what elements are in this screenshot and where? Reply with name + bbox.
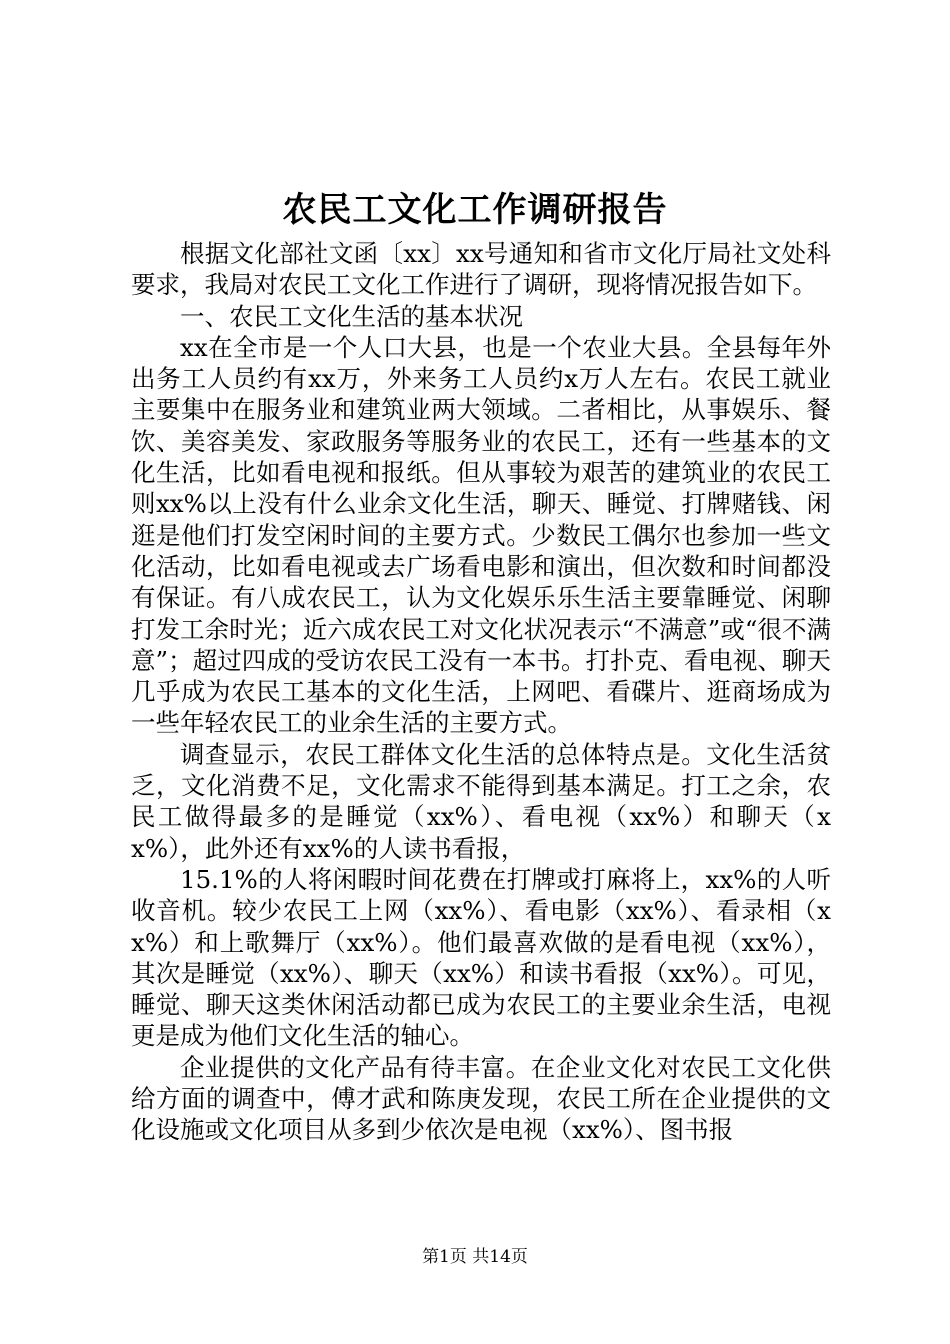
page-footer: 第1页 共14页 [422, 1247, 528, 1267]
document-body [131, 238, 831, 1146]
paragraph-leisure-stats: 15.1%的人将闲暇时间花费在打牌或打麻将上，xx%的人听收音机。较少农民工上网（xx%）、看电影（xx%）、看录相（xx%）和上歌舞厅（xx%）。他们最喜欢做的是看电视（xx%），其次是睡觉（xx%）、聊天（xx%）和读书看报（xx%）。可见，睡觉、聊天这类休闲活动都已成为农民工的主要业余生活，电视更是成为他们文化生活的轴心。 [131, 864, 831, 1051]
section-heading-1: 一、农民工文化生活的基本状况 [180, 301, 523, 331]
paragraph-enterprise-culture: 企业提供的文化产品有待丰富。在企业文化对农民工文化供给方面的调查中，傅才武和陈庚发现，农民工所在企业提供的文化设施或文化项目从多到少依次是电视（xx%）、图书报 [131, 1052, 831, 1145]
paragraph-basic-status: xx在全市是一个人口大县，也是一个农业大县。全县每年外出务工人员约有xx万，外来务工人员约x万人左右。农民工就业主要集中在服务业和建筑业两大领域。二者相比，从事娱乐、餐饮、美容美发、家政服务等服务业的农民工，还有一些基本的文化生活，比如看电视和报纸。但从事较为艰苦的建筑业的农民工则xx%以上没有什么业余文化生活，聊天、睡觉、打牌赌钱、闲逛是他们打发空闲时间的主要方式。少数民工偶尔也参加一些文化活动，比如看电视或去广场看电影和演出，但次数和时间都没有保证。有八成农民工，认为文化娱乐乐生活主要靠睡觉、闲聊打发工余时光；近六成农民工对文化状况表示“不满意”或“很不满意”；超过四成的受访农民工没有一本书。打扑克、看电视、聊天几乎成为农民工基本的文化生活，上网吧、看碟片、逛商场成为一些年轻农民工的业余生活的主要方式。 [131, 332, 831, 738]
paragraph-intro: 根据文化部社文函〔xx〕xx号通知和省市文化厅局社文处科要求，我局对农民工文化工作进行了调研，现将情况报告如下。 [131, 239, 831, 300]
document-title: 农民工文化工作调研报告 [282, 190, 668, 230]
paragraph-survey-findings: 调查显示，农民工群体文化生活的总体特点是。文化生活贫乏，文化消费不足，文化需求不能得到基本满足。打工之余，农民工做得最多的是睡觉（xx%）、看电视（xx%）和聊天（xx%），此外还有xx%的人读书看报， [131, 739, 831, 863]
